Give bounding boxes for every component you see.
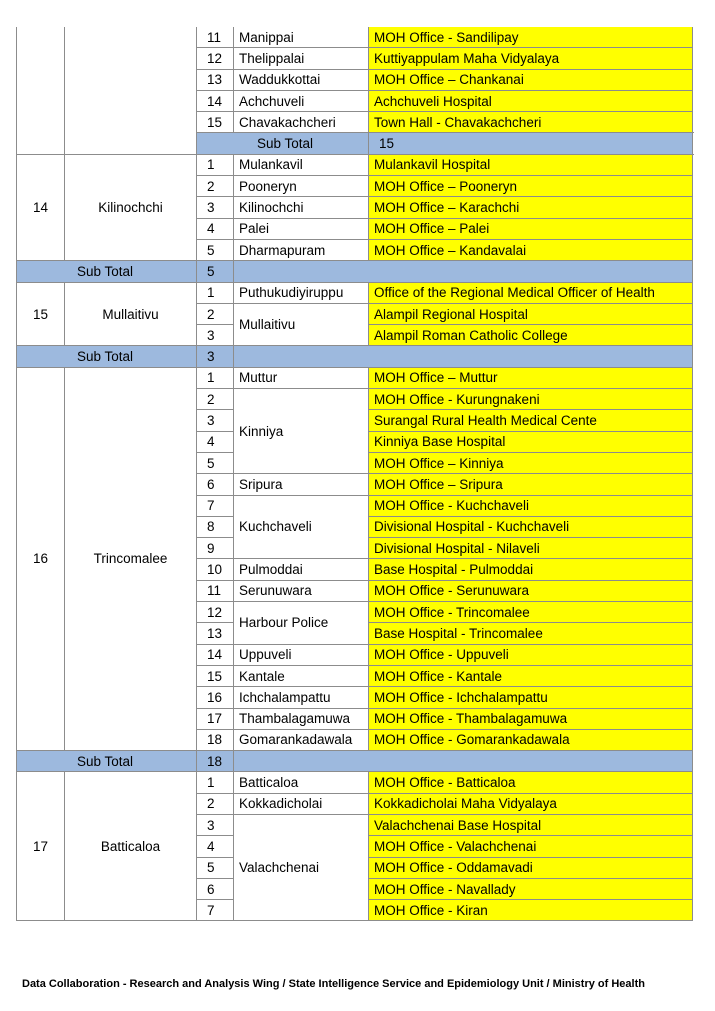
vaccination-location: Alampil Regional Hospital xyxy=(369,303,693,324)
moh-area: Dharmapuram xyxy=(234,239,369,260)
row-index: 2 xyxy=(197,303,234,324)
subtotal-blank xyxy=(234,346,693,367)
table-row xyxy=(17,367,693,388)
moh-area: Waddukkottai xyxy=(234,69,369,90)
district-name: Trincomalee xyxy=(65,367,197,750)
table-row xyxy=(17,154,693,175)
subtotal-count: 3 xyxy=(197,346,234,367)
row-index: 8 xyxy=(197,516,234,537)
table-row xyxy=(17,772,693,793)
moh-area: Muttur xyxy=(234,367,369,388)
row-index: 1 xyxy=(197,772,234,793)
row-index: 18 xyxy=(197,729,234,750)
vaccination-location: Achchuveli Hospital xyxy=(369,90,693,111)
moh-area: Gomarankadawala xyxy=(234,729,369,750)
moh-area: Chavakachcheri xyxy=(234,112,369,133)
vaccination-location: Divisional Hospital - Kuchchaveli xyxy=(369,516,693,537)
vaccination-location: MOH Office - Trincomalee xyxy=(369,602,693,623)
row-index: 2 xyxy=(197,793,234,814)
district-number: 14 xyxy=(17,154,65,260)
subtotal-label: Sub Total xyxy=(197,133,369,154)
moh-area: Harbour Police xyxy=(234,602,369,645)
district-name: Mullaitivu xyxy=(65,282,197,346)
district-number: 16 xyxy=(17,367,65,750)
row-index: 6 xyxy=(197,878,234,899)
row-index: 10 xyxy=(197,559,234,580)
vaccination-location: MOH Office – Pooneryn xyxy=(369,176,693,197)
vaccination-location: MOH Office - Uppuveli xyxy=(369,644,693,665)
subtotal-label: Sub Total xyxy=(17,751,197,772)
row-index: 3 xyxy=(197,410,234,431)
moh-area: Ichchalampattu xyxy=(234,687,369,708)
vaccination-location: MOH Office - Kuchchaveli xyxy=(369,495,693,516)
row-index: 4 xyxy=(197,836,234,857)
vaccination-location: Alampil Roman Catholic College xyxy=(369,325,693,346)
moh-area: Sripura xyxy=(234,474,369,495)
row-index: 5 xyxy=(197,857,234,878)
vaccination-location: MOH Office – Sripura xyxy=(369,474,693,495)
district-number: 17 xyxy=(17,772,65,921)
vaccination-location: MOH Office – Karachchi xyxy=(369,197,693,218)
district-number xyxy=(17,27,65,154)
moh-area: Uppuveli xyxy=(234,644,369,665)
row-index: 1 xyxy=(197,154,234,175)
vaccination-location: MOH Office - Kurungnakeni xyxy=(369,389,693,410)
moh-area: Pulmoddai xyxy=(234,559,369,580)
district-number: 15 xyxy=(17,282,65,346)
district-name: Kilinochchi xyxy=(65,154,197,260)
subtotal-row xyxy=(17,261,693,282)
moh-area: Valachchenai xyxy=(234,814,369,920)
moh-area: Kokkadicholai xyxy=(234,793,369,814)
moh-area: Kilinochchi xyxy=(234,197,369,218)
vaccination-location: Town Hall - Chavakachcheri xyxy=(369,112,693,133)
row-index: 1 xyxy=(197,367,234,388)
moh-area: Palei xyxy=(234,218,369,239)
moh-area: Pooneryn xyxy=(234,176,369,197)
moh-area: Serunuwara xyxy=(234,580,369,601)
vaccination-location: MOH Office - Thambalagamuwa xyxy=(369,708,693,729)
row-index: 12 xyxy=(197,602,234,623)
moh-area: Manippai xyxy=(234,27,369,48)
vaccination-location: Kokkadicholai Maha Vidyalaya xyxy=(369,793,693,814)
table-row xyxy=(17,27,693,48)
vaccination-location: Office of the Regional Medical Officer of Health xyxy=(369,282,693,303)
vaccination-location: MOH Office - Kantale xyxy=(369,665,693,686)
vaccination-location: MOH Office - Navallady xyxy=(369,878,693,899)
vaccination-location: Valachchenai Base Hospital xyxy=(369,814,693,835)
row-index: 2 xyxy=(197,389,234,410)
vaccination-location: MOH Office – Kinniya xyxy=(369,452,693,473)
vaccination-location: MOH Office – Muttur xyxy=(369,367,693,388)
moh-area: Kinniya xyxy=(234,389,369,474)
row-index: 3 xyxy=(197,325,234,346)
vaccination-location: MOH Office - Ichchalampattu xyxy=(369,687,693,708)
moh-area: Achchuveli xyxy=(234,90,369,111)
vaccination-location: MOH Office - Kiran xyxy=(369,900,693,921)
row-index: 11 xyxy=(197,580,234,601)
vaccination-location: MOH Office – Palei xyxy=(369,218,693,239)
row-index: 3 xyxy=(197,197,234,218)
moh-area: Thelippalai xyxy=(234,48,369,69)
row-index: 3 xyxy=(197,814,234,835)
row-index: 7 xyxy=(197,900,234,921)
row-index: 15 xyxy=(197,665,234,686)
row-index: 6 xyxy=(197,474,234,495)
row-index: 4 xyxy=(197,431,234,452)
row-index: 4 xyxy=(197,218,234,239)
row-index: 13 xyxy=(197,623,234,644)
moh-area: Mulankavil xyxy=(234,154,369,175)
vaccination-location: MOH Office - Batticaloa xyxy=(369,772,693,793)
row-index: 12 xyxy=(197,48,234,69)
subtotal-row xyxy=(17,751,693,772)
vaccination-location: Kinniya Base Hospital xyxy=(369,431,693,452)
footer-credit: Data Collaboration - Research and Analysis Wing / State Intelligence Service and Epidemiology Unit / Ministry of Health xyxy=(22,978,645,990)
subtotal-count: 15 xyxy=(369,133,693,154)
row-index: 17 xyxy=(197,708,234,729)
vaccination-location: MOH Office – Chankanai xyxy=(369,69,693,90)
table-body xyxy=(17,27,693,921)
vaccination-location: MOH Office - Oddamavadi xyxy=(369,857,693,878)
moh-area: Batticaloa xyxy=(234,772,369,793)
table-row xyxy=(17,282,693,303)
row-index: 7 xyxy=(197,495,234,516)
row-index: 5 xyxy=(197,452,234,473)
row-index: 11 xyxy=(197,27,234,48)
subtotal-label: Sub Total xyxy=(17,261,197,282)
row-index: 16 xyxy=(197,687,234,708)
district-name: Batticaloa xyxy=(65,772,197,921)
vaccination-location: Base Hospital - Trincomalee xyxy=(369,623,693,644)
row-index: 5 xyxy=(197,239,234,260)
moh-area: Kantale xyxy=(234,665,369,686)
moh-area: Puthukudiyiruppu xyxy=(234,282,369,303)
vaccination-location: Kuttiyappulam Maha Vidyalaya xyxy=(369,48,693,69)
row-index: 9 xyxy=(197,538,234,559)
vaccination-location: MOH Office - Sandilipay xyxy=(369,27,693,48)
subtotal-label: Sub Total xyxy=(17,346,197,367)
district-name xyxy=(65,27,197,154)
vaccination-location: Base Hospital - Pulmoddai xyxy=(369,559,693,580)
row-index: 14 xyxy=(197,644,234,665)
vaccination-location: Surangal Rural Health Medical Cente xyxy=(369,410,693,431)
row-index: 13 xyxy=(197,69,234,90)
vaccination-location: MOH Office - Serunuwara xyxy=(369,580,693,601)
vaccination-location: MOH Office – Kandavalai xyxy=(369,239,693,260)
subtotal-blank xyxy=(234,261,693,282)
vaccination-centres-table xyxy=(16,27,693,921)
subtotal-count: 18 xyxy=(197,751,234,772)
vaccination-location: Mulankavil Hospital xyxy=(369,154,693,175)
vaccination-location: Divisional Hospital - Nilaveli xyxy=(369,538,693,559)
moh-area: Mullaitivu xyxy=(234,303,369,346)
vaccination-location: MOH Office - Gomarankadawala xyxy=(369,729,693,750)
row-index: 14 xyxy=(197,90,234,111)
vaccination-location: MOH Office - Valachchenai xyxy=(369,836,693,857)
subtotal-blank xyxy=(234,751,693,772)
row-index: 15 xyxy=(197,112,234,133)
row-index: 2 xyxy=(197,176,234,197)
moh-area: Kuchchaveli xyxy=(234,495,369,559)
subtotal-row xyxy=(17,346,693,367)
moh-area: Thambalagamuwa xyxy=(234,708,369,729)
subtotal-count: 5 xyxy=(197,261,234,282)
row-index: 1 xyxy=(197,282,234,303)
